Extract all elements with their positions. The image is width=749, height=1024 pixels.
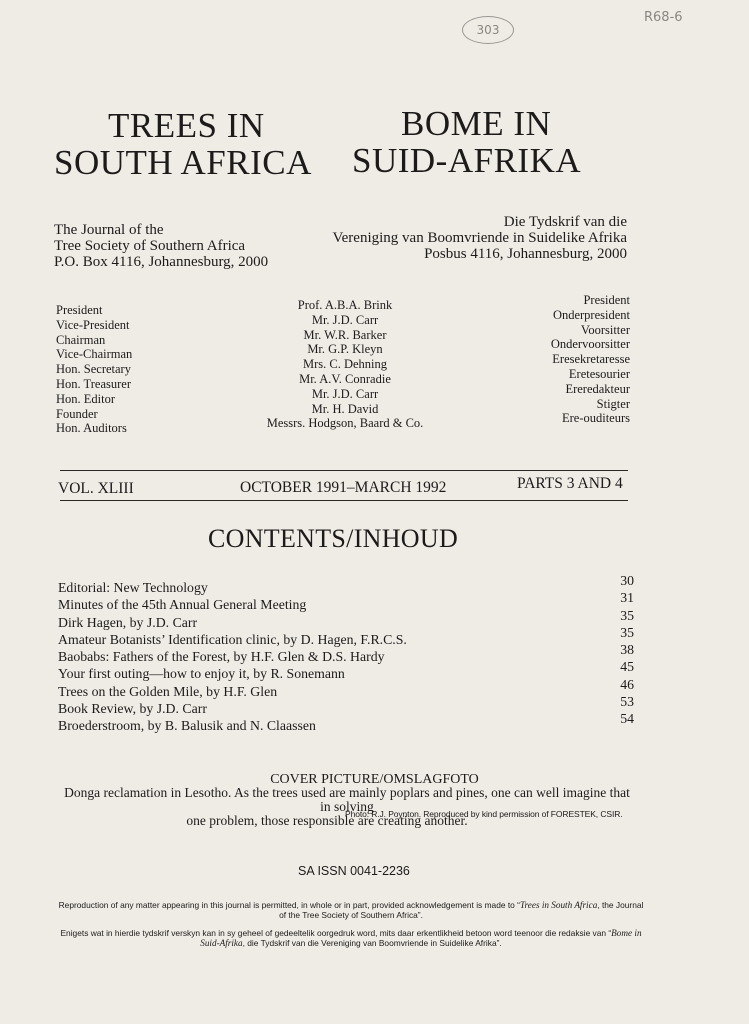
- role-af: Ere-ouditeurs: [561, 411, 630, 426]
- rule-bottom: [60, 500, 628, 501]
- toc-title: Your first outing—how to enjoy it, by R. Sonemann: [58, 666, 345, 682]
- officer-name: Mr. J.D. Carr: [311, 312, 379, 327]
- toc-row: [58, 573, 634, 595]
- english-sub-line: Tree Society of Southern Africa: [54, 238, 246, 254]
- toc-row: [58, 642, 634, 665]
- issue-parts: PARTS 3 AND 4: [517, 475, 623, 492]
- role-en: Hon. Editor: [56, 391, 116, 406]
- issue-date: OCTOBER 1991–MARCH 1992: [240, 479, 447, 496]
- table-of-contents: [58, 573, 634, 734]
- role-af: Ereredakteur: [565, 381, 630, 396]
- role-en: Hon. Auditors: [56, 421, 127, 436]
- toc-title: Book Review, by J.D. Carr: [58, 701, 207, 717]
- role-af: Stigter: [596, 396, 630, 411]
- toc-page: 35: [620, 624, 634, 640]
- officer-name: Mr. J.D. Carr: [311, 386, 379, 401]
- toc-page: 31: [620, 590, 634, 606]
- role-af: Eresekretaresse: [552, 352, 630, 367]
- toc-row: [58, 624, 634, 647]
- afrikaans-sub-line: Die Tydskrif van die: [503, 214, 627, 230]
- rule-top: [60, 470, 628, 471]
- toc-title: Broederstroom, by B. Balusik and N. Claassen: [58, 718, 316, 734]
- toc-row: [58, 590, 634, 613]
- role-en: Founder: [56, 406, 98, 421]
- toc-title: Editorial: New Technology: [58, 580, 208, 595]
- notice-text: , the Journal of the Tree Society of Southern Africa”.: [279, 900, 644, 920]
- notice-text: , die Tydskrif van die Vereniging van Boomvriende in Suidelike Afrika”.: [242, 938, 502, 948]
- officer-name: Mr. W.R. Barker: [303, 327, 387, 342]
- afrikaans-subtitle: [324, 214, 627, 262]
- english-subtitle: [54, 222, 268, 270]
- toc-page: 54: [620, 711, 634, 727]
- toc-page: 38: [620, 642, 634, 658]
- role-en: President: [56, 303, 103, 317]
- toc-title: Dirk Hagen, by J.D. Carr: [58, 614, 198, 630]
- notice-journal-name: Trees in South Africa: [519, 900, 598, 910]
- toc-title: Trees on the Golden Mile, by H.F. Glen: [58, 683, 278, 699]
- notice-journal-name: Bome in Suid-Afrika: [200, 928, 642, 948]
- afrikaans-title-line1: BOME IN: [401, 104, 552, 143]
- role-af: Voorsitter: [580, 322, 630, 337]
- toc-page: 45: [620, 659, 634, 675]
- toc-row: [58, 694, 634, 717]
- notice-text: Reproduction of any matter appearing in this journal is permitted, in whole or in part, provided acknowledgement is made to “: [58, 900, 520, 910]
- cover-caption-line: one problem, those responsible are creating another.: [186, 813, 468, 828]
- officer-name: Mr. H. David: [311, 401, 379, 416]
- role-en: Vice-Chairman: [56, 347, 133, 362]
- toc-row: [58, 711, 634, 734]
- officer-name: Prof. A.B.A. Brink: [297, 298, 393, 312]
- role-en: Chairman: [56, 332, 106, 347]
- officer-name: Messrs. Hodgson, Baard & Co.: [266, 416, 424, 431]
- english-sub-line: The Journal of the: [54, 222, 164, 238]
- officer-name: Mr. A.V. Conradie: [299, 371, 391, 386]
- cover-caption-line: Donga reclamation in Lesotho. As the trees used are mainly poplars and pines, one can well imagine that in solving: [64, 785, 630, 814]
- afrikaans-sub-line: Vereniging van Boomvriende in Suidelike Afrika: [332, 230, 627, 246]
- toc-title: Amateur Botanists’ Identification clinic, by D. Hagen, F.R.C.S.: [58, 631, 407, 647]
- officer-name: Mrs. C. Dehning: [302, 357, 388, 372]
- officer-roles-afrikaans: [500, 293, 630, 426]
- english-title-line1: TREES IN: [108, 106, 265, 145]
- handwritten-circled-number: 303: [462, 16, 514, 44]
- officer-roles-english: [56, 303, 132, 436]
- afrikaans-title-line2: SUID-AFRIKA: [352, 141, 582, 180]
- cover-caption: [58, 786, 636, 828]
- cover-picture-heading: COVER PICTURE/OMSLAGFOTO: [270, 772, 479, 787]
- toc-title: Baobabs: Fathers of the Forest, by H.F. Glen & D.S. Hardy: [58, 649, 385, 665]
- role-af: President: [583, 293, 630, 307]
- toc-row: [58, 676, 634, 699]
- toc-title: Minutes of the 45th Annual General Meeting: [58, 597, 307, 613]
- volume-number: VOL. XLIII: [58, 480, 134, 497]
- english-title-line2: SOUTH AFRICA: [54, 143, 312, 182]
- afrikaans-sub-line: Posbus 4116, Johannesburg, 2000: [424, 246, 627, 262]
- toc-page: 46: [620, 676, 634, 692]
- reproduction-notice-afrikaans: [56, 928, 646, 948]
- notice-text: Enigets wat in hierdie tydskrif verskyn kan in sy geheel of gedeeltelik oorgedruk word, mits daar erkentlikheid betoon word teenoor die redaksie van “: [60, 928, 612, 938]
- role-en: Vice-President: [56, 317, 130, 332]
- toc-row: [58, 607, 634, 630]
- issn-number: SA ISSN 0041-2236: [298, 864, 410, 878]
- toc-page: 53: [620, 694, 634, 710]
- handwritten-corner-note: R68-6: [644, 10, 683, 25]
- photo-credit: Photo: R.J. Poynton. Reproduced by kind permission of FORESTEK, CSIR.: [345, 809, 623, 819]
- role-af: Eretesourier: [568, 366, 630, 381]
- toc-page: 35: [620, 607, 634, 623]
- toc-page: 30: [620, 573, 634, 588]
- officer-names: [240, 298, 450, 431]
- role-af: Ondervoorsitter: [550, 337, 630, 352]
- reproduction-notice-english: [56, 900, 646, 920]
- role-af: Onderpresident: [552, 307, 630, 322]
- toc-row: [58, 659, 634, 682]
- role-en: Hon. Secretary: [56, 362, 131, 377]
- officer-name: Mr. G.P. Kleyn: [307, 342, 383, 357]
- role-en: Hon. Treasurer: [56, 376, 131, 391]
- english-sub-line: P.O. Box 4116, Johannesburg, 2000: [54, 254, 269, 270]
- contents-title: CONTENTS/INHOUD: [208, 524, 459, 553]
